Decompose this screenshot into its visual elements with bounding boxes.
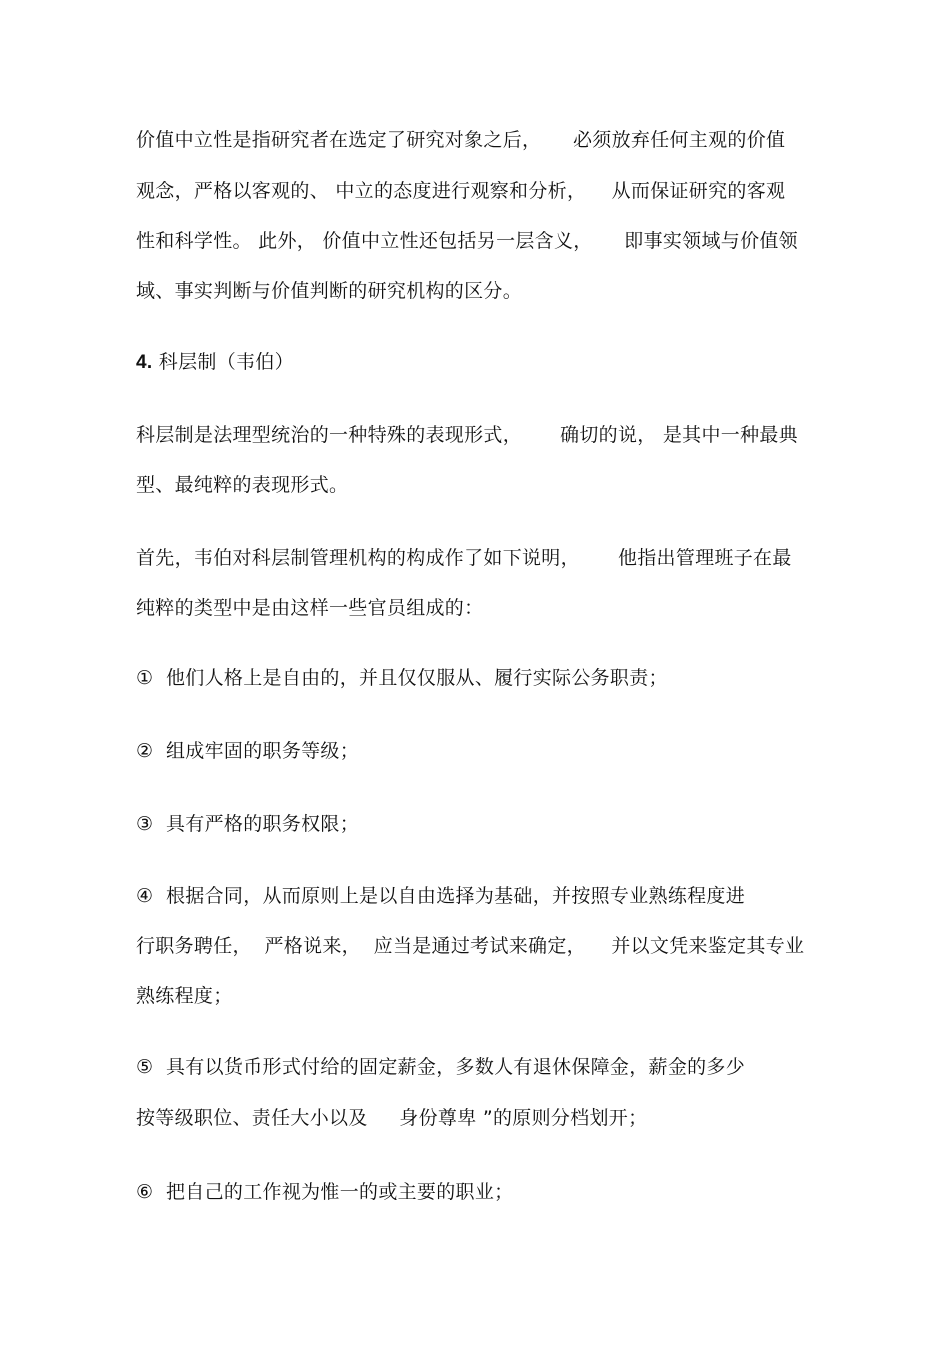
paragraph1-line: 价值中立性是指研究者在选定了研究对象之后， 必须放弃任何主观的价值 (136, 129, 786, 151)
list-item: ⑤ 具有以货币形式付给的固定薪金，多数人有退休保障金，薪金的多少 (136, 1056, 746, 1078)
paragraph1-line: 观念，严格以客观的、 中立的态度进行观察和分析， 从而保证研究的客观 (136, 180, 786, 202)
list-item: ② 组成牢固的职务等级； (136, 740, 360, 762)
paragraph3-line: 首先，韦伯对科层制管理机构的构成作了如下说明， 他指出管理班子在最 (136, 547, 792, 569)
section-heading (136, 348, 294, 377)
list-item: ③ 具有严格的职务权限； (136, 813, 360, 835)
list-item: ④ 根据合同，从而原则上是以自由选择为基础，并按照专业熟练程度进 (136, 885, 746, 907)
list-item: ① 他们人格上是自由的，并且仅仅服从、履行实际公务职责； (136, 667, 668, 689)
paragraph1-line: 性和科学性。 此外， 价值中立性还包括另一层含义， 即事实领域与价值领 (136, 230, 798, 252)
paragraph1-line: 域、事实判断与价值判断的研究机构的区分。 (136, 280, 523, 302)
section-title: 科层制（韦伯） (158, 351, 294, 373)
list-item-continuation: 行职务聘任， 严格说来， 应当是通过考试来确定， 并以文凭来鉴定其专业 (136, 935, 805, 957)
list-item: ⑥ 把自己的工作视为惟一的或主要的职业； (136, 1181, 514, 1203)
paragraph2-line: 型、最纯粹的表现形式。 (136, 474, 349, 496)
list-item-continuation: 按等级职位、责任大小以及 身份尊卑 ”的原则分档划开； (136, 1107, 648, 1129)
section-number: 4. (136, 352, 153, 373)
paragraph3-line: 纯粹的类型中是由这样一些官员组成的： (136, 597, 484, 619)
list-item-continuation: 熟练程度； (136, 985, 233, 1007)
paragraph2-line: 科层制是法理型统治的一种特殊的表现形式， 确切的说， 是其中一种最典 (136, 424, 798, 446)
